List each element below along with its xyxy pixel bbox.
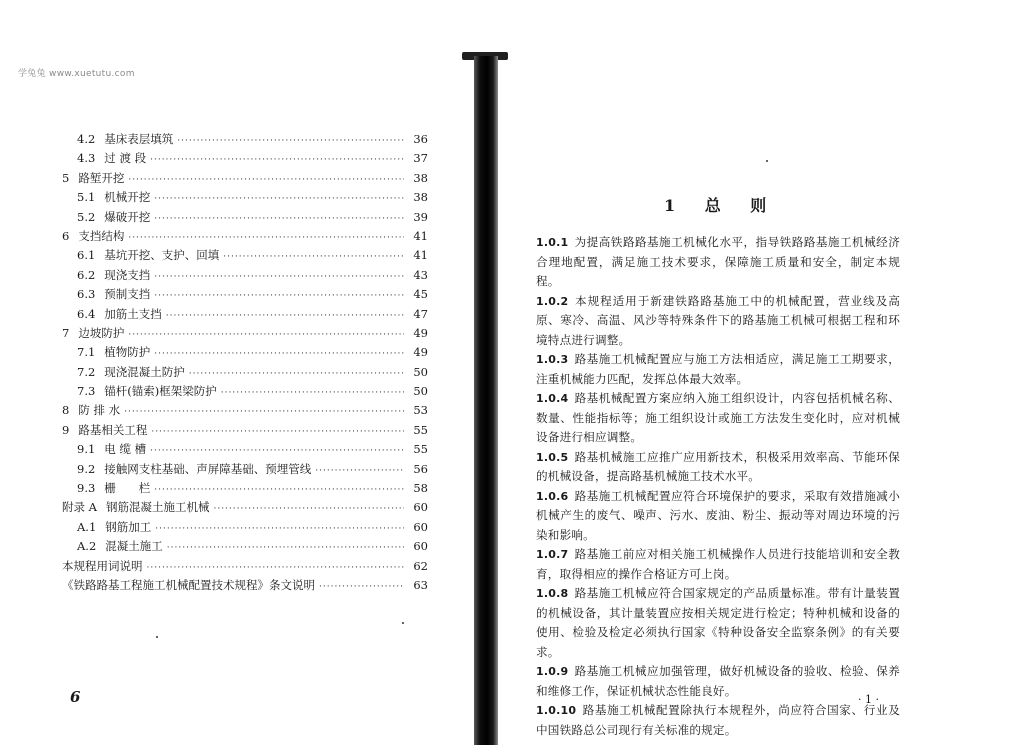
toc-entry — [62, 325, 428, 344]
toc-dot-leader — [128, 233, 404, 243]
watermark-text: 学兔兔 www.xuetutu.com — [18, 69, 135, 79]
toc-entry-title: 过 渡 段 — [104, 151, 147, 166]
clause-text: 路基施工机械配置应符合环境保护的要求，采取有效措施减小机械产生的废气、噪声、污水、废油、粉尘、振动等对周边环境的污染和影响。 — [536, 488, 900, 542]
clause-text: 本规程适用于新建铁路路基施工中的机械配置，营业线及高原、寒冷、高温、风沙等特殊条件下的路基施工机械可根据工程和环境特点进行调整。 — [536, 293, 900, 347]
toc-entry-page: 50 — [413, 364, 428, 379]
toc-entry — [62, 422, 428, 441]
toc-dot-leader — [154, 272, 404, 282]
toc-entry-title: 预制支挡 — [104, 287, 151, 302]
clause-text: 为提高铁路路基施工机械化水平，指导铁路路基施工机械经济合理地配置，满足施工技术要求，保障施工质量和安全，制定本规程。 — [536, 235, 900, 288]
toc-entry-title: 机械开挖 — [104, 190, 151, 205]
toc-dot-leader — [189, 369, 404, 379]
toc-entry-number: 7.2 — [77, 364, 96, 379]
toc-entry — [62, 306, 428, 325]
toc-dot-leader — [128, 175, 404, 185]
toc-entry — [62, 150, 428, 169]
toc-entry-title: 路堑开挖 — [78, 170, 125, 185]
toc-entry — [62, 558, 428, 577]
toc-dot-leader — [154, 291, 404, 301]
toc-entry-number: 9 — [62, 422, 70, 437]
toc-entry-number: 附录 A — [62, 500, 97, 515]
scan-speck — [156, 636, 158, 638]
toc-dot-leader — [154, 194, 404, 204]
clause-number: 1.0.9 — [536, 665, 569, 678]
toc-entry — [62, 577, 428, 596]
toc-entry-page: 38 — [413, 190, 428, 205]
toc-entry — [62, 209, 428, 228]
toc-entry-number: A.1 — [77, 519, 97, 534]
clause-paragraph — [536, 545, 900, 584]
clause-number: 1.0.1 — [536, 236, 569, 249]
toc-entry-page: 60 — [413, 519, 428, 534]
clause-paragraph — [536, 389, 900, 448]
toc-entry — [62, 441, 428, 460]
toc-entry-number: 6.1 — [77, 248, 96, 263]
toc-dot-leader — [150, 446, 404, 456]
toc-entry-number: 5 — [62, 170, 70, 185]
toc-entry-title: 路基相关工程 — [78, 422, 148, 437]
toc-entry — [62, 344, 428, 363]
toc-entry-title: 支挡结构 — [78, 228, 125, 243]
clause-text: 路基施工机械应加强管理，做好机械设备的验收、检验、保养和维修工作，保证机械状态性能良好。 — [536, 664, 900, 698]
toc-entry-title: 加筋土支挡 — [104, 306, 162, 321]
toc-entry-title: 混凝土施工 — [105, 539, 163, 554]
clause-number: 1.0.10 — [536, 704, 577, 717]
clause-text: 路基施工机械应符合国家规定的产品质量标准。带有计量装置的机械设备，其计量装置应按相关规定进行检定；特种机械和设备的使用、检验及检定必须执行国家《特种设备安全监察条例》的有关要求。 — [536, 586, 900, 659]
toc-dot-leader — [167, 543, 404, 553]
toc-entry — [62, 402, 428, 421]
toc-entry — [62, 189, 428, 208]
clause-paragraph — [536, 350, 900, 389]
scan-speck — [766, 160, 768, 162]
toc-entry-title: 本规程用词说明 — [62, 558, 143, 573]
toc-entry-page: 60 — [413, 539, 428, 554]
chapter-body — [536, 233, 900, 740]
toc-entry — [62, 247, 428, 266]
toc-entry-number: 6 — [62, 228, 70, 243]
toc-entry-number: 7 — [62, 325, 70, 340]
toc-entry-number: 9.2 — [77, 461, 96, 476]
toc-entry-page: 39 — [413, 209, 428, 224]
toc-entry-number: 5.2 — [77, 209, 96, 224]
chapter-title: 1 总 则 — [664, 196, 768, 215]
toc-dot-leader — [150, 155, 404, 165]
toc-entry — [62, 538, 428, 557]
toc-entry-number: 7.1 — [77, 345, 96, 360]
toc-entry-page: 55 — [413, 422, 428, 437]
toc-entry-number: 9.3 — [77, 481, 96, 496]
clause-text: 路基施工机械配置除执行本规程外，尚应符合国家、行业及中国铁路总公司现行有关标准的规定。 — [536, 703, 900, 737]
page-number-right: · 1 · — [858, 693, 879, 706]
toc-entry-page: 53 — [413, 403, 428, 418]
toc-entry-page: 49 — [413, 325, 428, 340]
toc-entry-page: 49 — [413, 345, 428, 360]
toc-dot-leader — [128, 330, 404, 340]
toc-entry — [62, 228, 428, 247]
toc-entry-title: 锚杆(锚索)框架梁防护 — [104, 384, 217, 399]
clause-text: 路基机械施工应推广应用新技术，积极采用效率高、节能环保的机械设备，提高路基机械施工技术水平。 — [536, 449, 900, 483]
toc-entry-number: 6.2 — [77, 267, 96, 282]
toc-entry-title: 电 缆 槽 — [104, 442, 147, 457]
page-number-left: 6 — [70, 688, 81, 706]
toc-entry-number: 4.2 — [77, 132, 96, 146]
toc-entry — [62, 480, 428, 499]
toc-entry — [62, 519, 428, 538]
toc-entry-number: 5.1 — [77, 190, 96, 205]
toc-entry-title: 栅 栏 — [104, 481, 151, 496]
toc-entry-page: 56 — [413, 461, 428, 476]
toc-dot-leader — [315, 466, 404, 476]
clause-paragraph — [536, 292, 900, 351]
toc-entry-title: 爆破开挖 — [104, 209, 151, 224]
toc-entry-title: 《铁路路基工程施工机械配置技术规程》条文说明 — [62, 577, 315, 592]
clause-number: 1.0.7 — [536, 548, 569, 561]
toc-dot-leader — [221, 388, 404, 398]
toc-entry-page: 38 — [413, 170, 428, 185]
toc-entry — [62, 267, 428, 286]
toc-entry-title: 基坑开挖、支护、回填 — [104, 248, 220, 263]
toc-dot-leader — [177, 136, 404, 146]
toc-entry-title: 钢筋混凝土施工机械 — [105, 500, 210, 515]
toc-entry — [62, 499, 428, 518]
clause-paragraph — [536, 448, 900, 487]
scan-speck — [402, 622, 404, 624]
toc-entry-page: 63 — [413, 577, 428, 592]
toc-entry-number: 7.3 — [77, 384, 96, 399]
toc-entry — [62, 286, 428, 305]
toc-dot-leader — [223, 252, 404, 262]
toc-entry-title: 钢筋加工 — [105, 519, 152, 534]
toc-entry-title: 边坡防护 — [78, 325, 125, 340]
toc-entry-page: 55 — [413, 442, 428, 457]
toc-entry-title: 现浇支挡 — [104, 267, 151, 282]
toc-entry-title: 防 排 水 — [78, 403, 121, 418]
toc-entry-page: 62 — [413, 558, 428, 573]
toc-entry-number: 8 — [62, 403, 70, 418]
toc-dot-leader — [154, 349, 404, 359]
toc-entry — [62, 170, 428, 189]
toc-entry-page: 43 — [413, 267, 428, 282]
toc-entry-page: 41 — [413, 248, 428, 263]
toc-dot-leader — [213, 504, 404, 514]
toc-entry-page: 60 — [413, 500, 428, 515]
toc-entry — [62, 364, 428, 383]
clause-paragraph — [536, 662, 900, 701]
toc-entry-page: 47 — [413, 306, 428, 321]
toc-entry-page: 50 — [413, 384, 428, 399]
toc-entry-title: 基床表层填筑 — [104, 132, 174, 146]
toc-dot-leader — [147, 563, 405, 573]
clause-number: 1.0.8 — [536, 587, 569, 600]
toc-entry-page: 37 — [413, 151, 428, 166]
clause-text: 路基机械配置方案应纳入施工组织设计，内容包括机械名称、数量、性能指标等；施工组织设计或施工方法发生变化时，应对机械设备进行相应调整。 — [536, 391, 900, 444]
clause-number: 1.0.6 — [536, 489, 569, 503]
toc-dot-leader — [151, 427, 404, 437]
toc-dot-leader — [154, 485, 404, 495]
clause-text: 路基施工前应对相关施工机械操作人员进行技能培训和安全教育，取得相应的操作合格证方可上岗。 — [536, 547, 900, 581]
clause-text: 路基施工机械配置应与施工方法相适应，满足施工工期要求，注重机械能力匹配，发挥总体最大效率。 — [536, 352, 900, 386]
toc-entry-page: 36 — [413, 132, 428, 146]
toc-entry-page: 41 — [413, 228, 428, 243]
toc-entry-number: 6.4 — [77, 306, 96, 321]
toc-dot-leader — [124, 407, 404, 417]
toc-entry-page: 45 — [413, 287, 428, 302]
toc-entry — [62, 461, 428, 480]
toc-dot-leader — [166, 311, 404, 321]
toc-entry-page: 58 — [413, 481, 428, 496]
clause-paragraph — [536, 233, 900, 292]
clause-number: 1.0.4 — [536, 392, 569, 405]
table-of-contents — [62, 131, 428, 596]
book-spine — [474, 56, 498, 745]
toc-entry-title: 植物防护 — [104, 345, 151, 360]
clause-paragraph — [536, 584, 900, 662]
toc-entry-number: A.2 — [77, 539, 97, 554]
clause-number: 1.0.5 — [536, 450, 569, 464]
toc-dot-leader — [319, 582, 404, 592]
toc-dot-leader — [154, 214, 404, 224]
toc-entry-number: 4.3 — [77, 151, 96, 166]
clause-paragraph — [536, 701, 900, 740]
toc-entry-number: 9.1 — [77, 442, 96, 457]
toc-entry-number: 6.3 — [77, 287, 96, 302]
clause-number: 1.0.2 — [536, 294, 569, 308]
toc-entry — [62, 131, 428, 150]
toc-entry-title: 现浇混凝土防护 — [104, 364, 185, 379]
toc-entry — [62, 383, 428, 402]
toc-dot-leader — [155, 524, 404, 534]
toc-entry-title: 接触网支柱基础、声屏障基础、预埋管线 — [104, 461, 312, 476]
clause-number: 1.0.3 — [536, 353, 569, 366]
clause-paragraph — [536, 487, 900, 546]
